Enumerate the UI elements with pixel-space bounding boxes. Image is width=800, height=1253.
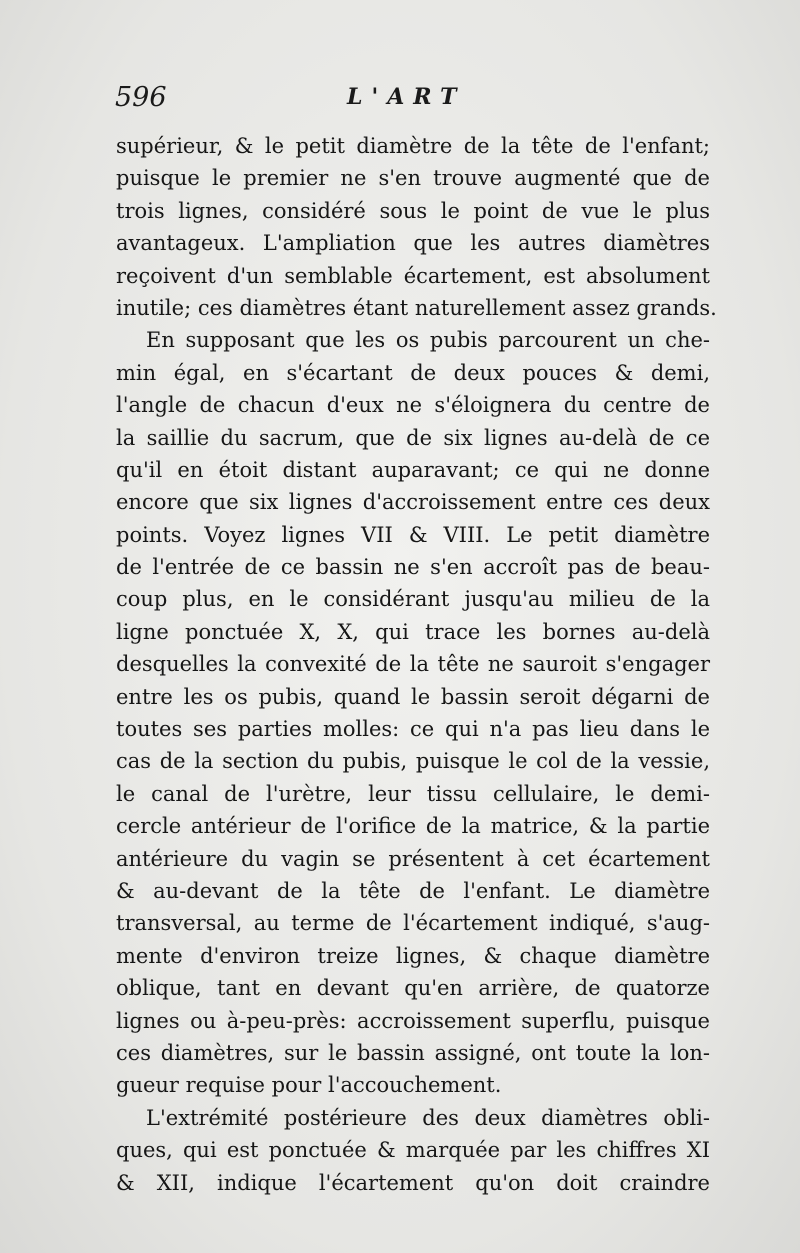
page-number: 596 bbox=[115, 82, 167, 113]
text-line: ces diamètres, sur le bassin assigné, ont toute la lon- bbox=[116, 1040, 710, 1065]
running-title: L'ART bbox=[347, 84, 466, 110]
text-line: coup plus, en le considérant jusqu'au milieu de la bbox=[116, 587, 710, 612]
text-line: & XII, indique l'écartement qu'on doit craindre bbox=[116, 1170, 710, 1195]
text-line: mente d'environ treize lignes, & chaque diamètre bbox=[116, 943, 710, 968]
text-line: supérieur, & le petit diamètre de la tête de l'enfant; bbox=[116, 134, 710, 158]
text-line: avantageux. L'ampliation que les autres diamètres bbox=[116, 231, 710, 256]
text-line: ques, qui est ponctuée & marquée par les chiffres XI bbox=[116, 1138, 710, 1163]
text-line: desquelles la convexité de la tête ne sauroit s'engager bbox=[116, 652, 710, 677]
text-line: la saillie du sacrum, que de six lignes au-delà de ce bbox=[116, 425, 710, 450]
text-line: toutes ses parties molles: ce qui n'a pas lieu dans le bbox=[116, 717, 710, 742]
text-line: En supposant que les os pubis parcourent un che- bbox=[146, 328, 710, 353]
text-line: gueur requise pour l'accouchement. bbox=[116, 1073, 502, 1098]
text-line: lignes ou à-peu-près: accroissement superflu, puisque bbox=[116, 1008, 710, 1033]
text-line: antérieure du vagin se présentent à cet écartement bbox=[116, 846, 710, 871]
text-line: min égal, en s'écartant de deux pouces & demi, bbox=[116, 360, 710, 385]
text-line: trois lignes, considéré sous le point de vue le plus bbox=[116, 198, 710, 223]
text-line: points. Voyez lignes VII & VIII. Le petit diamètre bbox=[116, 522, 710, 547]
body-text bbox=[116, 130, 717, 1199]
text-line: cercle antérieur de l'orifice de la matrice, & la partie bbox=[116, 814, 710, 839]
text-line: oblique, tant en devant qu'en arrière, de quatorze bbox=[116, 976, 710, 1001]
text-line: cas de la section du pubis, puisque le col de la vessie, bbox=[116, 749, 710, 774]
text-line: ligne ponctuée X, X, qui trace les bornes au-delà bbox=[116, 619, 710, 644]
text-line: entre les os pubis, quand le bassin seroit dégarni de bbox=[116, 684, 710, 709]
text-line: L'extrémité postérieure des deux diamètres obli- bbox=[146, 1105, 710, 1130]
text-line: puisque le premier ne s'en trouve augmenté que de bbox=[116, 166, 710, 191]
text-line: de l'entrée de ce bassin ne s'en accroît pas de beau- bbox=[116, 555, 710, 580]
text-line: encore que six lignes d'accroissement entre ces deux bbox=[116, 490, 710, 515]
text-line: inutile; ces diamètres étant naturellement assez grands. bbox=[116, 295, 717, 320]
text-line: reçoivent d'un semblable écartement, est absolument bbox=[116, 263, 710, 288]
text-line: & au-devant de la tête de l'enfant. Le diamètre bbox=[116, 878, 710, 903]
text-line: le canal de l'urètre, leur tissu cellulaire, le demi- bbox=[116, 781, 710, 806]
text-line: l'angle de chacun d'eux ne s'éloignera du centre de bbox=[116, 393, 710, 418]
text-line: transversal, au terme de l'écartement indiqué, s'aug- bbox=[116, 911, 710, 936]
text-line: qu'il en étoit distant auparavant; ce qui ne donne bbox=[116, 457, 710, 482]
running-head bbox=[115, 82, 715, 116]
